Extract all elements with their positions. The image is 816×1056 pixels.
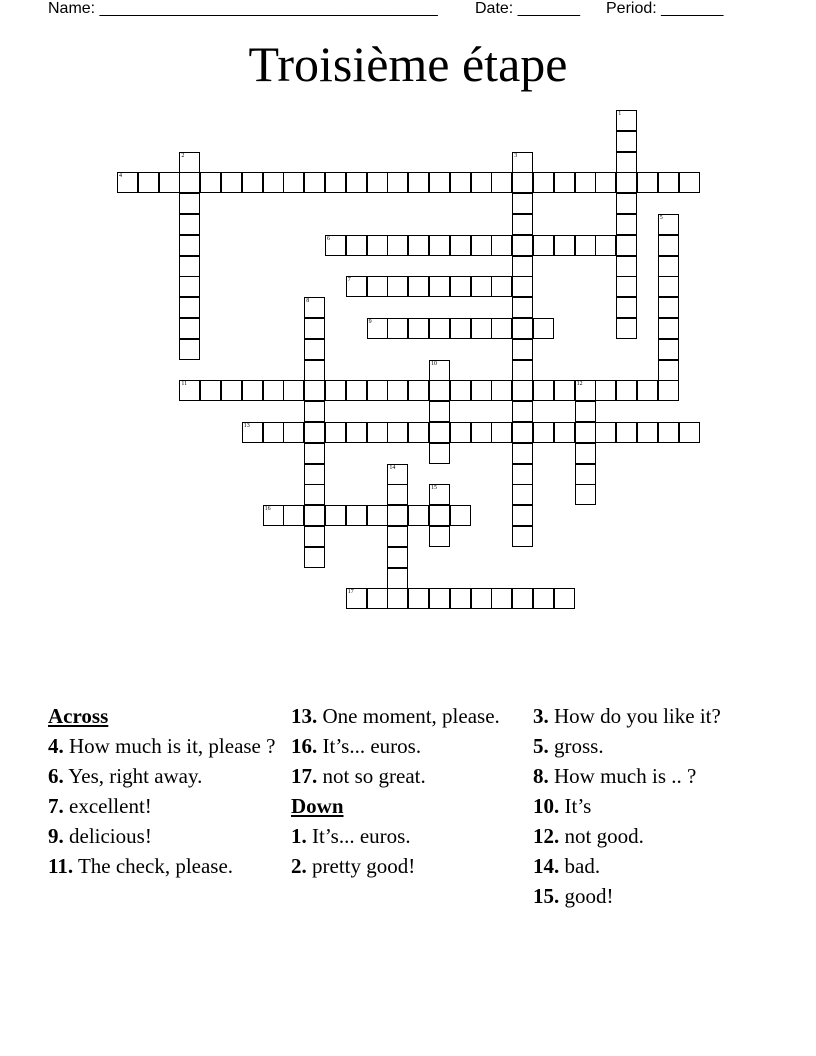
crossword-cell[interactable] bbox=[367, 276, 388, 297]
crossword-cell[interactable] bbox=[304, 380, 325, 401]
crossword-cell[interactable] bbox=[387, 526, 408, 547]
clue-item-text: How much is it, please ? bbox=[63, 734, 276, 758]
crossword-cell[interactable] bbox=[179, 172, 200, 193]
crossword-cell[interactable] bbox=[304, 484, 325, 505]
clue-item-number: 2. bbox=[291, 854, 307, 878]
clues-column-2 bbox=[291, 704, 521, 884]
crossword-cell[interactable] bbox=[325, 380, 346, 401]
clue-item-text: excellent! bbox=[63, 794, 152, 818]
clue-number: 3 bbox=[514, 152, 518, 159]
clue-item bbox=[533, 824, 763, 849]
clue-number: 9 bbox=[368, 319, 372, 325]
clue-item bbox=[48, 854, 278, 879]
crossword-cell[interactable] bbox=[450, 235, 471, 256]
crossword-cell[interactable] bbox=[387, 318, 408, 339]
crossword-cell[interactable] bbox=[658, 297, 679, 318]
crossword-cell[interactable] bbox=[367, 505, 388, 526]
crossword-cell[interactable] bbox=[512, 526, 533, 547]
crossword-cell[interactable] bbox=[387, 380, 408, 401]
clue-item-number: 4. bbox=[48, 734, 64, 758]
crossword-cell[interactable] bbox=[283, 505, 304, 526]
crossword-cell[interactable] bbox=[491, 318, 512, 339]
clue-item-text: gross. bbox=[548, 734, 604, 758]
crossword-cell[interactable] bbox=[429, 235, 450, 256]
crossword-cell[interactable] bbox=[367, 172, 388, 193]
clue-item bbox=[533, 734, 763, 759]
crossword-cell[interactable] bbox=[221, 380, 242, 401]
crossword-cell[interactable] bbox=[512, 422, 533, 443]
crossword-cell[interactable] bbox=[408, 276, 429, 297]
clue-item bbox=[291, 734, 521, 759]
clue-item-text: not so great. bbox=[317, 764, 426, 788]
crossword-cell[interactable] bbox=[616, 422, 637, 443]
crossword-cell[interactable] bbox=[179, 193, 200, 214]
crossword-cell[interactable] bbox=[575, 172, 596, 193]
crossword-cell[interactable] bbox=[367, 380, 388, 401]
crossword-cell[interactable] bbox=[179, 152, 200, 173]
crossword-cell[interactable] bbox=[450, 422, 471, 443]
crossword-cell[interactable] bbox=[533, 422, 554, 443]
crossword-cell[interactable] bbox=[221, 172, 242, 193]
clue-item-text: pretty good! bbox=[306, 854, 416, 878]
crossword-cell[interactable] bbox=[637, 172, 658, 193]
clues-column-1 bbox=[48, 704, 278, 884]
crossword-cell[interactable] bbox=[429, 588, 450, 609]
crossword-cell[interactable] bbox=[242, 380, 263, 401]
clue-item-text: It’s... euros. bbox=[317, 734, 422, 758]
crossword-cell[interactable] bbox=[575, 484, 596, 505]
crossword-cell[interactable] bbox=[283, 380, 304, 401]
clue-number: 2 bbox=[181, 152, 185, 159]
clue-item bbox=[48, 734, 278, 759]
crossword-cell[interactable] bbox=[471, 276, 492, 297]
crossword-cell[interactable] bbox=[304, 547, 325, 568]
clue-item bbox=[48, 794, 278, 819]
crossword-cell[interactable] bbox=[159, 172, 180, 193]
crossword-cell[interactable] bbox=[679, 422, 700, 443]
crossword-cell[interactable] bbox=[658, 214, 679, 235]
crossword-cell[interactable] bbox=[575, 464, 596, 485]
crossword-cell[interactable] bbox=[491, 588, 512, 609]
crossword-cell[interactable] bbox=[658, 172, 679, 193]
crossword-cell[interactable] bbox=[658, 235, 679, 256]
crossword-cell[interactable] bbox=[471, 235, 492, 256]
crossword-cell[interactable] bbox=[616, 214, 637, 235]
clue-number: 5 bbox=[659, 215, 663, 221]
crossword-cell[interactable] bbox=[554, 172, 575, 193]
crossword-cell[interactable] bbox=[616, 193, 637, 214]
crossword-cell[interactable] bbox=[263, 380, 284, 401]
crossword-cell[interactable] bbox=[304, 526, 325, 547]
clue-number: 8 bbox=[306, 298, 310, 305]
clue-item-number: 11. bbox=[48, 854, 74, 878]
crossword-cell[interactable] bbox=[512, 193, 533, 214]
crossword-cell[interactable] bbox=[117, 172, 138, 193]
crossword-cell[interactable] bbox=[283, 422, 304, 443]
crossword-cell[interactable] bbox=[595, 422, 616, 443]
crossword-cell[interactable] bbox=[658, 318, 679, 339]
clue-item-text: bad. bbox=[559, 854, 601, 878]
crossword-cell[interactable] bbox=[429, 422, 450, 443]
page-title: Troisième étape bbox=[248, 36, 568, 92]
crossword-cell[interactable] bbox=[408, 235, 429, 256]
clue-item-number: 17. bbox=[291, 764, 318, 788]
crossword-cell[interactable] bbox=[512, 214, 533, 235]
clue-item-number: 7. bbox=[48, 794, 64, 818]
crossword-cell[interactable] bbox=[387, 172, 408, 193]
crossword-cell[interactable] bbox=[367, 588, 388, 609]
down-heading: Down bbox=[291, 794, 344, 818]
crossword-cell[interactable] bbox=[408, 318, 429, 339]
crossword-cell[interactable] bbox=[554, 380, 575, 401]
crossword-cell[interactable] bbox=[450, 172, 471, 193]
crossword-cell[interactable] bbox=[263, 422, 284, 443]
crossword-cell[interactable] bbox=[304, 339, 325, 360]
clue-item-number: 14. bbox=[533, 854, 560, 878]
crossword-cell[interactable] bbox=[533, 318, 554, 339]
crossword-cell[interactable] bbox=[367, 318, 388, 339]
clue-item-number: 9. bbox=[48, 824, 64, 848]
crossword-cell[interactable] bbox=[512, 152, 533, 173]
crossword-cell[interactable] bbox=[408, 588, 429, 609]
crossword-cell[interactable] bbox=[325, 505, 346, 526]
crossword-cell[interactable] bbox=[304, 172, 325, 193]
crossword-cell[interactable] bbox=[616, 318, 637, 339]
crossword-cell[interactable] bbox=[408, 505, 429, 526]
crossword-cell[interactable] bbox=[658, 360, 679, 381]
crossword-cell[interactable] bbox=[491, 422, 512, 443]
crossword-cell[interactable] bbox=[450, 380, 471, 401]
crossword-cell[interactable] bbox=[429, 360, 450, 381]
crossword-cell[interactable] bbox=[429, 401, 450, 422]
crossword-cell[interactable] bbox=[179, 318, 200, 339]
crossword-cell[interactable] bbox=[367, 422, 388, 443]
crossword-cell[interactable] bbox=[616, 297, 637, 318]
clue-item bbox=[533, 794, 763, 819]
crossword-cell[interactable] bbox=[387, 547, 408, 568]
crossword-cell[interactable] bbox=[325, 172, 346, 193]
crossword-cell[interactable] bbox=[512, 443, 533, 464]
crossword-cell[interactable] bbox=[512, 276, 533, 297]
date-field-label[interactable]: Date: _______ bbox=[475, 0, 580, 17]
clue-item bbox=[291, 704, 521, 729]
crossword-cell[interactable] bbox=[616, 235, 637, 256]
crossword-cell[interactable] bbox=[575, 235, 596, 256]
crossword-cell[interactable] bbox=[346, 422, 367, 443]
crossword-cell[interactable] bbox=[242, 172, 263, 193]
crossword-cell[interactable] bbox=[471, 380, 492, 401]
clue-item-number: 12. bbox=[533, 824, 560, 848]
crossword-cell[interactable] bbox=[367, 235, 388, 256]
clue-item-number: 6. bbox=[48, 764, 64, 788]
name-field-label[interactable]: Name: ______________________________________ bbox=[48, 0, 438, 17]
crossword-cell[interactable] bbox=[512, 339, 533, 360]
crossword-cell[interactable] bbox=[387, 588, 408, 609]
crossword-cell[interactable] bbox=[387, 276, 408, 297]
crossword-cell[interactable] bbox=[179, 256, 200, 277]
crossword-cell[interactable] bbox=[450, 276, 471, 297]
crossword-cell[interactable] bbox=[512, 505, 533, 526]
crossword-cell[interactable] bbox=[263, 172, 284, 193]
crossword-cell[interactable] bbox=[575, 422, 596, 443]
crossword-cell[interactable] bbox=[512, 256, 533, 277]
crossword-cell[interactable] bbox=[658, 256, 679, 277]
clue-number: 6 bbox=[327, 235, 330, 242]
crossword-cell[interactable] bbox=[491, 235, 512, 256]
crossword-cell[interactable] bbox=[304, 318, 325, 339]
crossword-cell[interactable] bbox=[575, 443, 596, 464]
clue-item-text: Yes, right away. bbox=[63, 764, 203, 788]
clue-number: 4 bbox=[119, 173, 122, 180]
crossword-cell[interactable] bbox=[408, 422, 429, 443]
clue-number: 13 bbox=[243, 423, 250, 429]
clue-number: 10 bbox=[431, 360, 437, 367]
clue-item bbox=[533, 704, 763, 729]
clue-item-text: It’s... euros. bbox=[306, 824, 411, 848]
crossword-cell[interactable] bbox=[429, 276, 450, 297]
crossword-cell[interactable] bbox=[512, 380, 533, 401]
crossword-cell[interactable] bbox=[179, 339, 200, 360]
crossword-cell[interactable] bbox=[179, 214, 200, 235]
crossword-cell[interactable] bbox=[512, 172, 533, 193]
clue-number: 12 bbox=[576, 381, 583, 388]
crossword-cell[interactable] bbox=[283, 172, 304, 193]
crossword-cell[interactable] bbox=[616, 172, 637, 193]
crossword-cell[interactable] bbox=[304, 505, 325, 526]
crossword-cell[interactable] bbox=[637, 380, 658, 401]
crossword-cell[interactable] bbox=[616, 152, 637, 173]
clue-item-number: 5. bbox=[533, 734, 549, 758]
crossword-cell[interactable] bbox=[200, 380, 221, 401]
crossword-cell[interactable] bbox=[533, 588, 554, 609]
crossword-cell[interactable] bbox=[575, 401, 596, 422]
crossword-cell[interactable] bbox=[616, 380, 637, 401]
crossword-cell[interactable] bbox=[637, 422, 658, 443]
clue-number: 11 bbox=[181, 381, 188, 388]
across-heading: Across bbox=[48, 704, 109, 728]
crossword-cell[interactable] bbox=[679, 172, 700, 193]
crossword-cell[interactable] bbox=[304, 360, 325, 381]
crossword-cell[interactable] bbox=[512, 588, 533, 609]
clue-item bbox=[533, 854, 763, 879]
clue-number: 15 bbox=[431, 485, 437, 492]
clue-item bbox=[291, 764, 521, 789]
crossword-cell[interactable] bbox=[242, 422, 263, 443]
crossword-cell[interactable] bbox=[200, 172, 221, 193]
clue-item-number: 15. bbox=[533, 884, 560, 908]
crossword-cell[interactable] bbox=[429, 484, 450, 505]
crossword-cell[interactable] bbox=[304, 464, 325, 485]
crossword-cell[interactable] bbox=[491, 276, 512, 297]
clue-number: 16 bbox=[264, 506, 271, 513]
crossword-cell[interactable] bbox=[429, 172, 450, 193]
clue-item-text: How much is .. ? bbox=[548, 764, 697, 788]
crossword-cell[interactable] bbox=[408, 172, 429, 193]
crossword-cell[interactable] bbox=[263, 505, 284, 526]
clue-item-text: One moment, please. bbox=[317, 704, 500, 728]
crossword-cell[interactable] bbox=[512, 235, 533, 256]
clue-item-text: How do you like it? bbox=[548, 704, 721, 728]
crossword-cell[interactable] bbox=[179, 235, 200, 256]
crossword-cell[interactable] bbox=[575, 380, 596, 401]
clues-column-3 bbox=[533, 704, 763, 914]
crossword-cell[interactable] bbox=[450, 588, 471, 609]
crossword-cell[interactable] bbox=[658, 339, 679, 360]
crossword-cell[interactable] bbox=[533, 235, 554, 256]
crossword-cell[interactable] bbox=[595, 380, 616, 401]
period-field-label[interactable]: Period: _______ bbox=[606, 0, 724, 17]
clue-item-number: 10. bbox=[533, 794, 560, 818]
crossword-cell[interactable] bbox=[387, 568, 408, 589]
clue-item-number: 16. bbox=[291, 734, 318, 758]
crossword-cell[interactable] bbox=[304, 297, 325, 318]
crossword-cell[interactable] bbox=[554, 588, 575, 609]
crossword-cell[interactable] bbox=[533, 380, 554, 401]
crossword-cell[interactable] bbox=[346, 276, 367, 297]
crossword-cell[interactable] bbox=[429, 526, 450, 547]
clue-number: 7 bbox=[347, 277, 351, 284]
crossword-cell[interactable] bbox=[595, 172, 616, 193]
crossword-cell[interactable] bbox=[325, 422, 346, 443]
crossword-cell[interactable] bbox=[512, 297, 533, 318]
clue-item-text: not good. bbox=[559, 824, 644, 848]
crossword-cell[interactable] bbox=[616, 131, 637, 152]
clue-item-number: 8. bbox=[533, 764, 549, 788]
crossword-cell[interactable] bbox=[346, 380, 367, 401]
crossword-cell[interactable] bbox=[512, 484, 533, 505]
crossword-cell[interactable] bbox=[450, 318, 471, 339]
crossword-cell[interactable] bbox=[554, 422, 575, 443]
crossword-cell[interactable] bbox=[616, 276, 637, 297]
crossword-cell[interactable] bbox=[138, 172, 159, 193]
crossword-cell[interactable] bbox=[304, 422, 325, 443]
crossword-cell[interactable] bbox=[346, 172, 367, 193]
crossword-cell[interactable] bbox=[471, 172, 492, 193]
crossword-cell[interactable] bbox=[387, 464, 408, 485]
crossword-cell[interactable] bbox=[179, 297, 200, 318]
crossword-cell[interactable] bbox=[471, 588, 492, 609]
crossword-cell[interactable] bbox=[512, 464, 533, 485]
clue-item bbox=[291, 854, 521, 879]
crossword-cell[interactable] bbox=[616, 256, 637, 277]
crossword-cell[interactable] bbox=[658, 422, 679, 443]
crossword-cell[interactable] bbox=[387, 484, 408, 505]
crossword-cell[interactable] bbox=[429, 443, 450, 464]
crossword-cell[interactable] bbox=[512, 360, 533, 381]
clue-item bbox=[533, 884, 763, 909]
crossword-cell[interactable] bbox=[471, 422, 492, 443]
clue-item-text: The check, please. bbox=[73, 854, 234, 878]
crossword-cell[interactable] bbox=[387, 505, 408, 526]
crossword-cell[interactable] bbox=[325, 235, 346, 256]
crossword-cell[interactable] bbox=[179, 276, 200, 297]
clue-item bbox=[48, 824, 278, 849]
crossword-cell[interactable] bbox=[450, 505, 471, 526]
crossword-cell[interactable] bbox=[658, 380, 679, 401]
crossword-cell[interactable] bbox=[304, 443, 325, 464]
crossword-cell[interactable] bbox=[491, 380, 512, 401]
crossword-cell[interactable] bbox=[179, 380, 200, 401]
crossword-cell[interactable] bbox=[512, 318, 533, 339]
clue-item-number: 3. bbox=[533, 704, 549, 728]
clue-item bbox=[291, 824, 521, 849]
crossword-cell[interactable] bbox=[408, 380, 429, 401]
crossword-cell[interactable] bbox=[387, 235, 408, 256]
crossword-cell[interactable] bbox=[471, 318, 492, 339]
crossword-cell[interactable] bbox=[491, 172, 512, 193]
clue-item-text: It’s bbox=[559, 794, 592, 818]
crossword-cell[interactable] bbox=[429, 318, 450, 339]
clue-item bbox=[48, 764, 278, 789]
clue-item-number: 1. bbox=[291, 824, 307, 848]
crossword-cell[interactable] bbox=[429, 505, 450, 526]
crossword-cell[interactable] bbox=[387, 422, 408, 443]
crossword-cell[interactable] bbox=[346, 588, 367, 609]
crossword-cell[interactable] bbox=[595, 235, 616, 256]
crossword-cell[interactable] bbox=[429, 380, 450, 401]
clue-item-text: good! bbox=[559, 884, 614, 908]
clue-number: 14 bbox=[389, 464, 396, 471]
crossword-cell[interactable] bbox=[346, 235, 367, 256]
clue-item bbox=[533, 764, 763, 789]
crossword-cell[interactable] bbox=[554, 235, 575, 256]
crossword-cell[interactable] bbox=[512, 401, 533, 422]
clue-item-text: delicious! bbox=[63, 824, 152, 848]
clue-item-number: 13. bbox=[291, 704, 318, 728]
crossword-cell[interactable] bbox=[616, 110, 637, 131]
clue-number: 17 bbox=[347, 589, 354, 596]
clue-number: 1 bbox=[618, 111, 622, 117]
crossword-cell[interactable] bbox=[658, 276, 679, 297]
crossword-cell[interactable] bbox=[346, 505, 367, 526]
crossword-cell[interactable] bbox=[533, 172, 554, 193]
crossword-cell[interactable] bbox=[304, 401, 325, 422]
